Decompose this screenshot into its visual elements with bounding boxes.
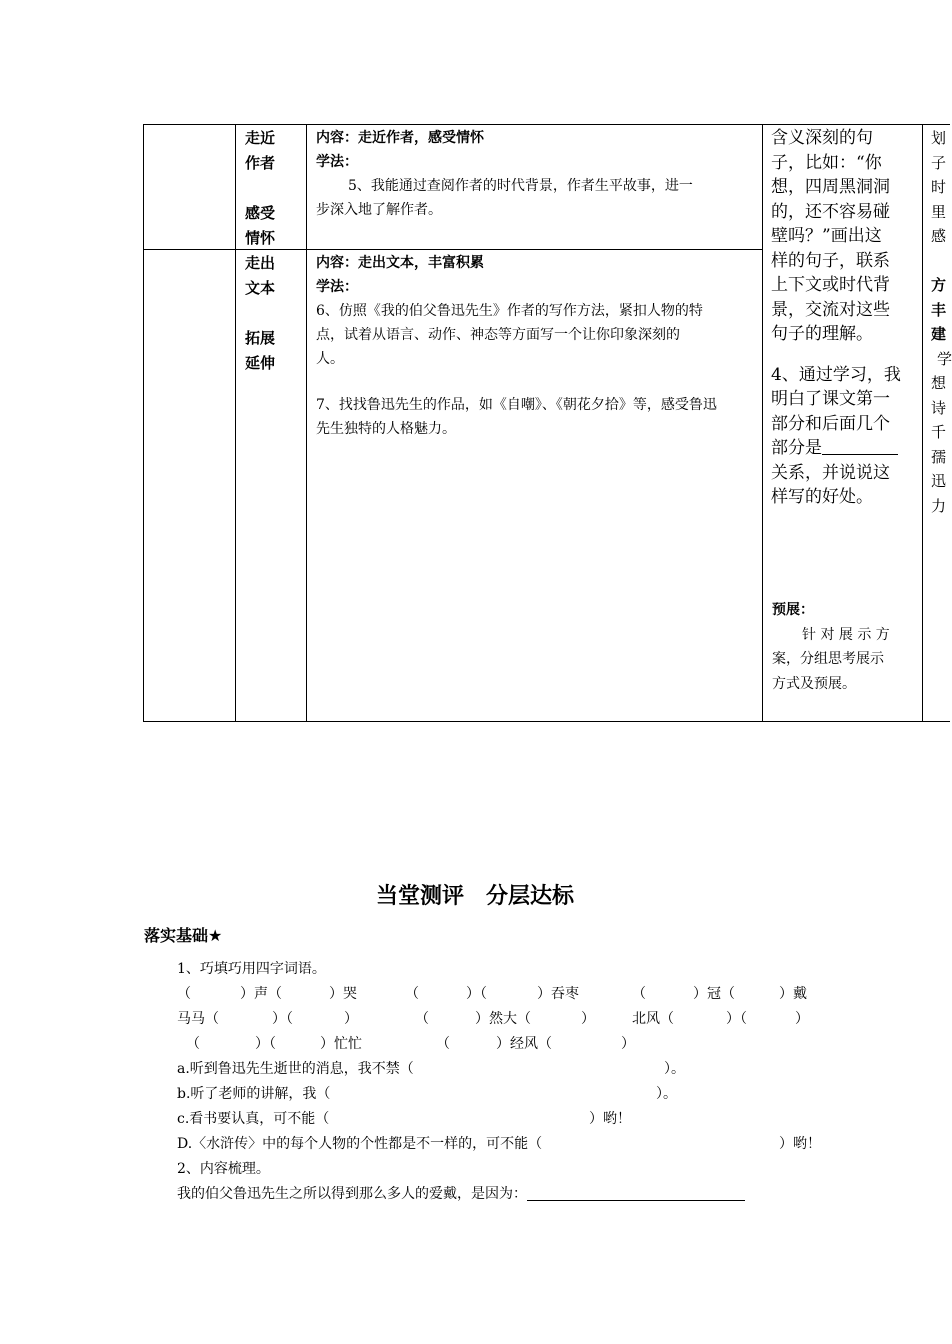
relation-blank[interactable] — [822, 436, 898, 455]
clipped-column: 划 子 时 里 感 方 丰 建 学 想 诗 千 孺 迅 力 — [931, 129, 952, 515]
preview-label: 预展： — [772, 602, 814, 618]
row2-method-label: 学法： — [316, 279, 358, 295]
question-2-line: 我的伯父鲁迅先生之所以得到那么多人的爱戴，是因为： — [177, 1182, 745, 1207]
row1-heading: 内容：走近作者，感受情怀 — [316, 130, 484, 146]
activity-column: 含义深刻的句 子，比如：“你 想，四周黑洞洞 的，还不容易碰 壁吗？”画出这 样的句子，联系 上下文或时代背 景，交流对这些 句子的理解。 4、通过学习，我 明白了课文第一 部分和后面几个 部分是 关系，并说说这 样写的好处。 — [771, 128, 901, 507]
col-divider-4 — [922, 124, 923, 722]
table-left-border — [143, 124, 144, 722]
col-divider-2 — [306, 124, 307, 722]
col-divider-1 — [235, 124, 236, 722]
question-2: 2、内容梳理。 — [177, 1161, 270, 1177]
section-subtitle: 落实基础★ — [144, 926, 223, 945]
row2-heading: 内容：走出文本，丰富积累 — [316, 255, 484, 271]
table-top-border — [143, 124, 950, 125]
row1-content: 内容：走近作者，感受情怀 学法： 5、我能通过查阅作者的时代背景，作者生平故事，进一 步深入地了解作者。 — [316, 126, 758, 222]
section-title: 当堂测评 分层达标 — [375, 884, 574, 909]
reason-blank[interactable] — [527, 1182, 745, 1201]
question-1: 1、巧填巧用四字词语。 — [177, 961, 326, 977]
row1-stage: 走近 作者 感受 情怀 — [245, 129, 276, 247]
row1-method-label: 学法： — [316, 154, 358, 170]
col-divider-3 — [762, 124, 763, 722]
row2-content: 内容：走出文本，丰富积累 学法： 6、仿照《我的伯父鲁迅先生》作者的写作方法，紧扣人物的特 点，试着从语言、动作、神态等方面写一个让你印象深刻的 人。 7、找找鲁迅先生的作品，如《自嘲》、《朝花夕拾》等，感受鲁迅 先生独特的人格魅力。 — [316, 251, 758, 441]
row2-stage: 走出 文本 拓展 延伸 — [245, 254, 276, 372]
table-bottom-border — [143, 721, 950, 722]
preview-block: 预展： 针 对 展 示 方 案，分组思考展示 方式及预展。 — [772, 598, 917, 696]
